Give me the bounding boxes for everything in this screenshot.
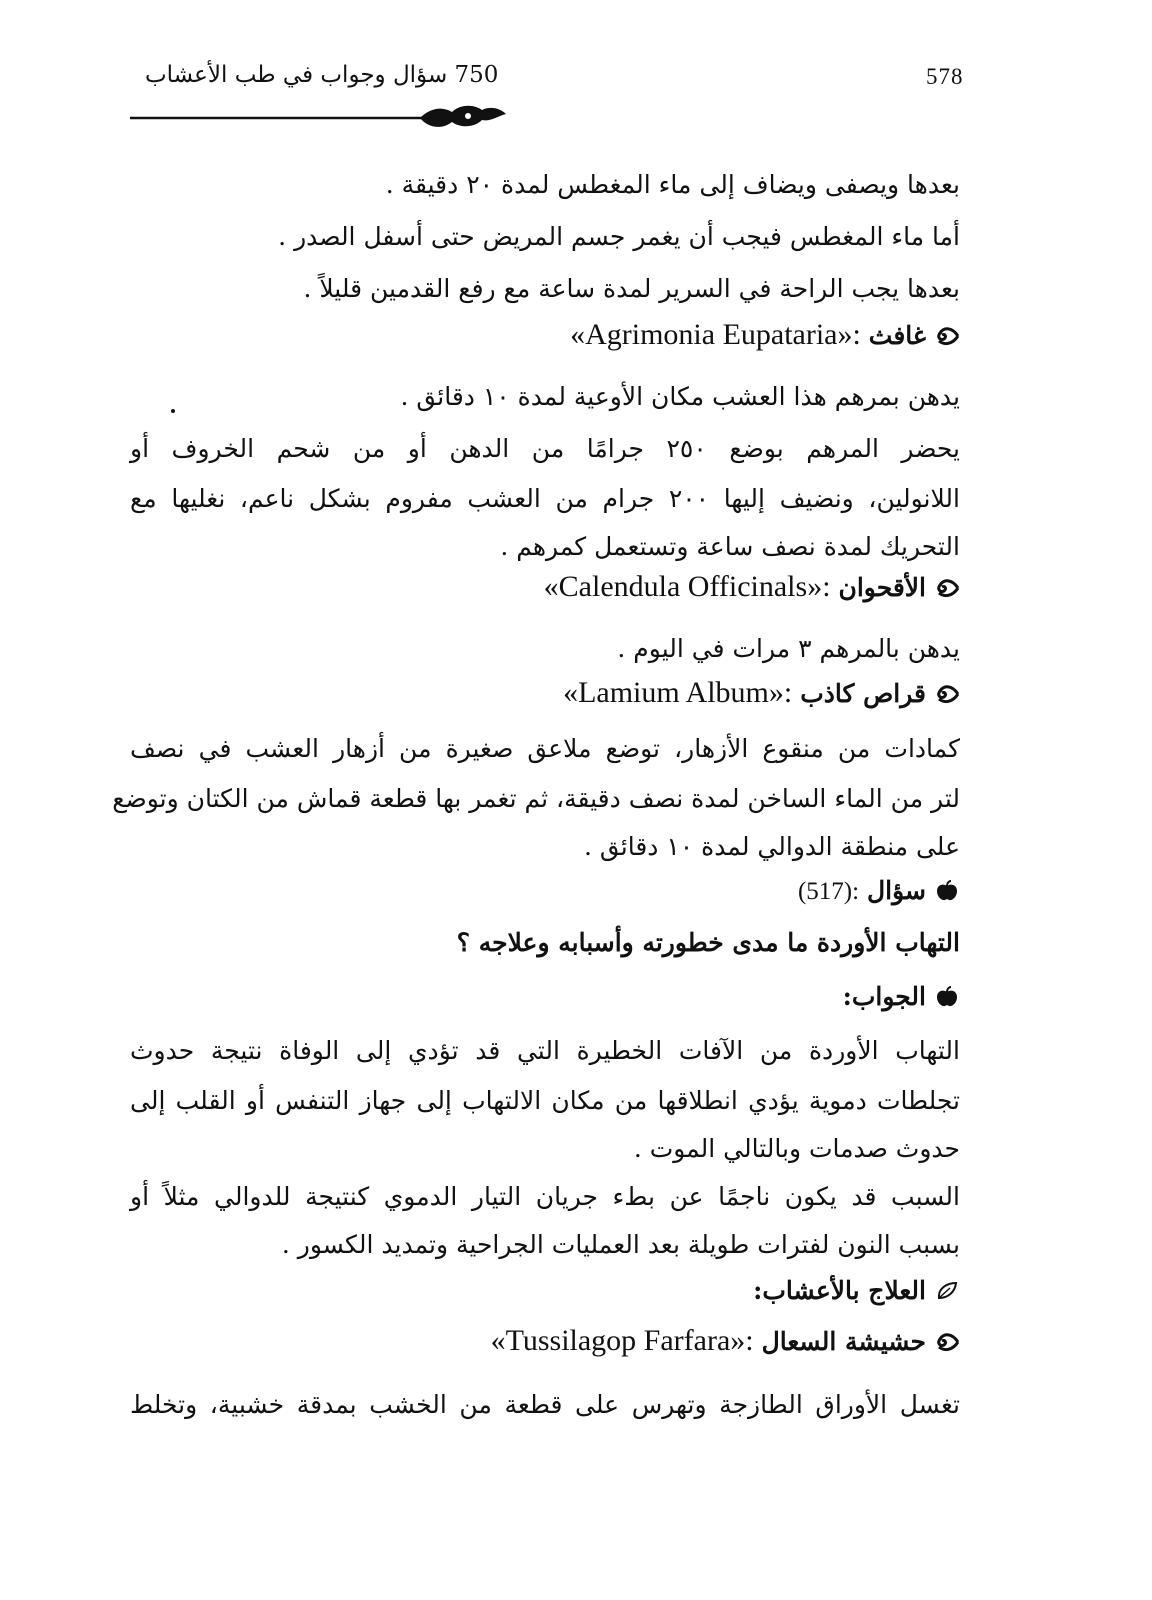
- body-line: بسبب النون لفترات طويلة بعد العمليات الجراحية وتمديد الكسور .: [281, 1230, 960, 1259]
- flourish-icon: [934, 1331, 960, 1353]
- flourish-icon: [934, 683, 960, 705]
- herb-entry: [544, 570, 960, 605]
- herb-latin-name: «Tussilagop Farfara»:: [490, 1324, 754, 1357]
- answer-heading: [843, 980, 960, 1014]
- herb-latin-name: «Calendula Officinals»:: [543, 570, 831, 603]
- running-header-title: 750 سؤال وجواب في طب الأعشاب: [145, 62, 499, 88]
- body-line: بعدها يجب الراحة في السرير لمدة ساعة مع رفع القدمين قليلاً .: [303, 274, 960, 303]
- apple-icon: [934, 986, 960, 1008]
- body-line: التحريك لمدة نصف ساعة وتستعمل كمرهم .: [500, 532, 960, 561]
- leaf-icon: [934, 1280, 960, 1302]
- herb-arabic-name: حشيشة السعال: [761, 1327, 926, 1356]
- body-line: يدهن بمرهم هذا العشب مكان الأوعية لمدة ١٠ دقائق .: [400, 382, 960, 411]
- page-number: 578: [926, 64, 964, 89]
- herb-latin-name: «Agrimonia Eupataria»:: [570, 318, 861, 351]
- stray-dot: [171, 409, 175, 413]
- herb-arabic-name: قراص كاذب: [800, 679, 926, 708]
- answer-label: الجواب:: [842, 982, 926, 1011]
- question-text: التهاب الأوردة ما مدى خطورته وأسبابه وعلاجه ؟: [456, 928, 960, 957]
- herb-arabic-name: الأقحوان: [838, 573, 926, 602]
- body-line: حدوث صدمات وبالتالي الموت .: [633, 1134, 960, 1163]
- treatment-label: العلاج بالأعشاب:: [753, 1276, 926, 1305]
- body-line: أما ماء المغطس فيجب أن يغمر جسم المريض حتى أسفل الصدر .: [278, 222, 960, 251]
- vine-ornament-icon: [130, 100, 510, 140]
- body-line: بعدها ويصفى ويضاف إلى ماء المغطس لمدة ٢٠ دقيقة .: [385, 170, 960, 199]
- question-heading: [798, 874, 960, 909]
- body-line: يدهن بالمرهم ٣ مرات في اليوم .: [617, 634, 960, 663]
- question-label: سؤال: [867, 876, 926, 905]
- body-line: تجلطات دموية يؤدي انطلاقها من مكان الالتهاب إلى جهاز التنفس أو القلب إلى: [130, 1086, 960, 1115]
- question-number: (517):: [797, 878, 860, 905]
- body-line: التهاب الأوردة من الآفات الخطيرة التي قد تؤدي إلى الوفاة نتيجة حدوث: [130, 1036, 960, 1065]
- apple-icon: [934, 880, 960, 902]
- body-line: السبب قد يكون ناجمًا عن بطء جريان التيار الدموي كنتيجة للدوالي مثلاً أو: [130, 1182, 960, 1211]
- herb-entry: [491, 1324, 960, 1359]
- herb-entry: [570, 318, 960, 353]
- body-line: يحضر المرهم بوضع ٢٥٠ جرامًا من الدهن أو من شحم الخروف أو: [130, 434, 960, 463]
- flourish-icon: [934, 577, 960, 599]
- body-line: اللانولين، ونضيف إليها ٢٠٠ جرام من العشب مفروم بشكل ناعم، نغليها مع: [130, 484, 960, 513]
- herb-latin-name: «Lamium Album»:: [563, 676, 793, 709]
- body-line: تغسل الأوراق الطازجة وتهرس على قطعة من الخشب بمدقة خشبية، وتخلط: [130, 1390, 960, 1419]
- herb-entry: [563, 676, 960, 711]
- body-line: لتر من الماء الساخن لمدة نصف دقيقة، ثم تغمر بها قطعة قماش من الكتان وتوضع: [112, 784, 960, 813]
- body-line: على منطقة الدوالي لمدة ١٠ دقائق .: [584, 832, 960, 861]
- treatment-heading: [753, 1274, 960, 1308]
- body-line: كمادات من منقوع الأزهار، توضع ملاعق صغيرة من أزهار العشب في نصف: [130, 734, 960, 763]
- herb-arabic-name: غافث: [868, 321, 926, 350]
- flourish-icon: [934, 325, 960, 347]
